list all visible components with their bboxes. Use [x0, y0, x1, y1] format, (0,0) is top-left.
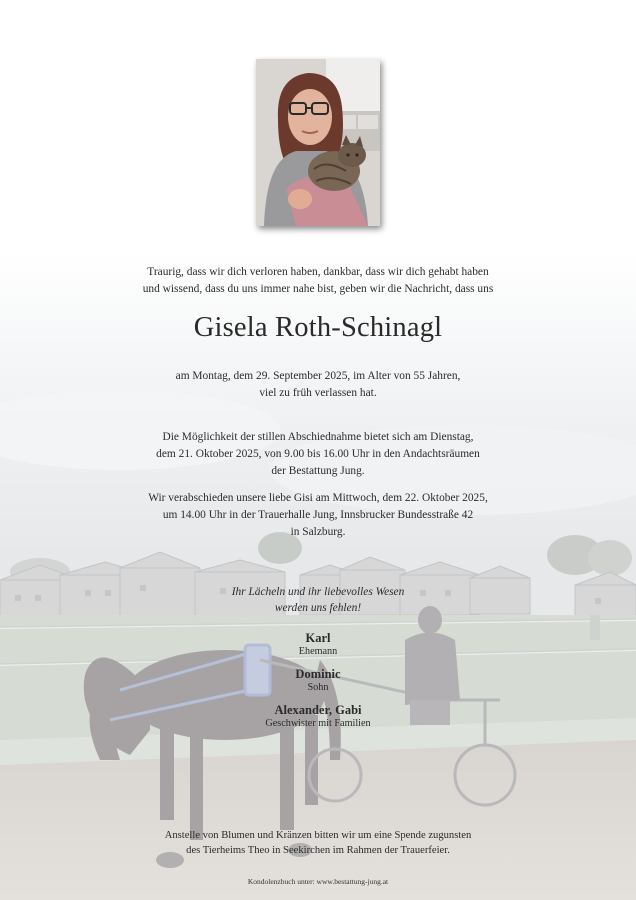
deceased-name: Gisela Roth-Schinagl: [193, 312, 443, 343]
mourner-name: Alexander, Gabi: [274, 703, 362, 717]
memorial-quote: [60, 584, 576, 616]
ceremony-line: Wir verabschieden unsere liebe Gisi am Mittwoch, dem 22. Oktober 2025,: [148, 492, 488, 504]
mourner: [100, 703, 536, 730]
condolence-link: Kondolenzbuch unter: www.bestattung-jung.at: [247, 877, 389, 886]
quote-line: werden uns fehlen!: [274, 602, 362, 614]
quote-line: Ihr Lächeln und ihr liebevolles Wesen: [231, 586, 405, 598]
donation-request: [60, 828, 576, 858]
mourner: [100, 667, 536, 694]
mourner-relation: Ehemann: [298, 646, 338, 657]
ceremony-notice: [60, 490, 576, 541]
death-notice: [60, 368, 576, 402]
death-line: viel zu früh verlassen hat.: [259, 387, 377, 399]
farewell-notice: [60, 429, 576, 480]
mourner: [100, 631, 536, 658]
farewell-line: dem 21. Oktober 2025, von 9.00 bis 16.00 Uhr in den Andachtsräumen: [156, 448, 480, 460]
ceremony-line: in Salzburg.: [290, 526, 346, 538]
donation-line: Anstelle von Blumen und Kränzen bitten wir um eine Spende zugunsten: [164, 830, 472, 841]
death-line: am Montag, dem 29. September 2025, im Alter von 55 Jahren,: [175, 370, 461, 382]
ceremony-line: um 14.00 Uhr in der Trauerhalle Jung, Innsbrucker Bundesstraße 42: [162, 509, 474, 521]
mourner-relation: Geschwister mit Familien: [265, 718, 371, 729]
intro-line: Traurig, dass wir dich verloren haben, dankbar, dass wir dich gehabt haben: [147, 266, 489, 278]
mourner-name: Karl: [305, 631, 331, 645]
intro-text: [60, 264, 576, 298]
farewell-line: Die Möglichkeit der stillen Abschiednahme bietet sich am Dienstag,: [162, 431, 474, 443]
mourner-relation: Sohn: [307, 682, 329, 693]
farewell-line: der Bestattung Jung.: [271, 465, 365, 477]
intro-line: und wissend, dass du uns immer nahe bist, geben wir die Nachricht, dass uns: [142, 283, 494, 295]
mourner-name: Dominic: [295, 667, 341, 681]
donation-line: des Tierheims Theo in Seekirchen im Rahmen der Trauerfeier.: [186, 845, 450, 856]
